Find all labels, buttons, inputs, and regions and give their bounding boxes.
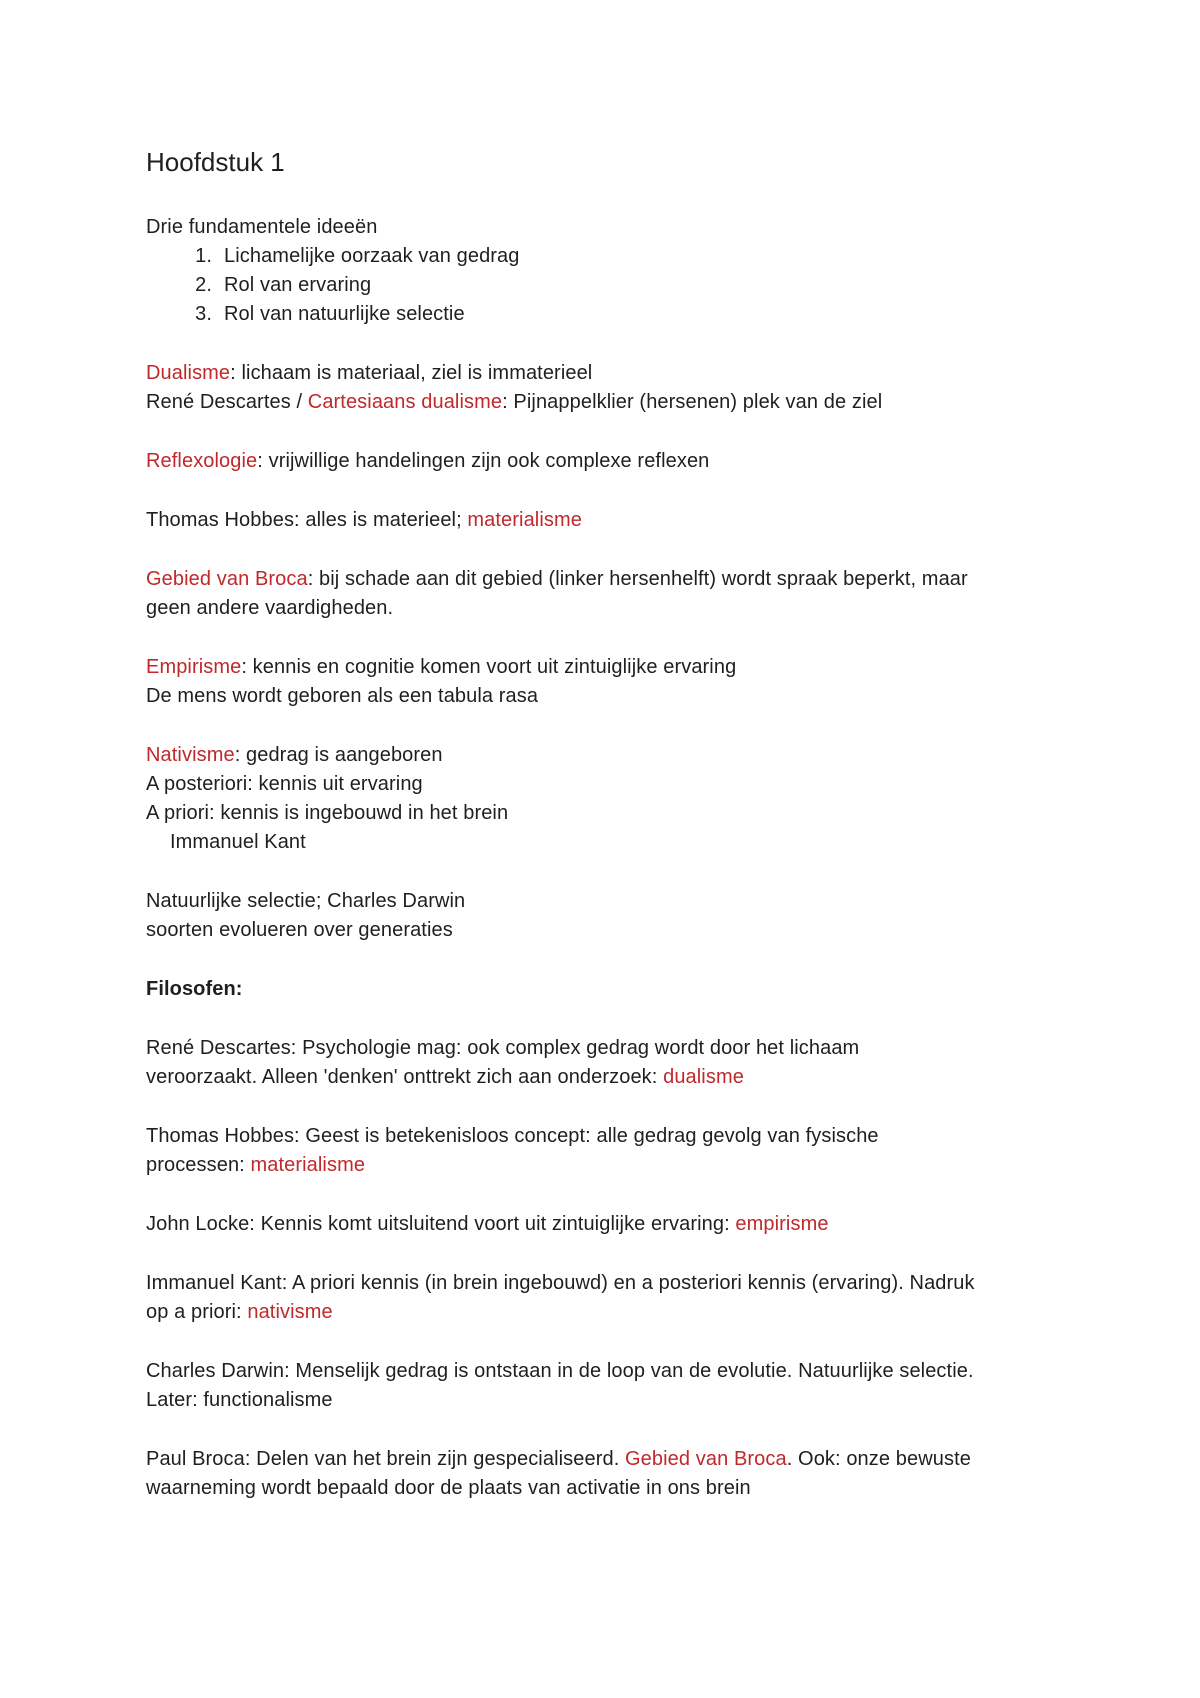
definition-text: : kennis en cognitie komen voort uit zintuiglijke ervaring [241, 656, 737, 678]
term-dualisme: Dualisme [146, 362, 231, 384]
text-segment: processen: [146, 1154, 251, 1176]
term-materialisme: materialisme [467, 509, 582, 531]
list-item [174, 273, 371, 297]
term-dualisme: dualisme [663, 1066, 744, 1088]
kant-line: Immanuel Kant [170, 831, 306, 853]
reflexologie-line [146, 449, 709, 473]
list-text: Rol van ervaring [224, 274, 372, 296]
term-empirisme: empirisme [735, 1213, 829, 1235]
broca-line-2: geen andere vaardigheden. [146, 597, 394, 619]
term-gebied-van-broca: Gebied van Broca [146, 568, 308, 590]
list-text: Lichamelijke oorzaak van gedrag [224, 245, 520, 267]
text-segment: René Descartes / [146, 391, 308, 413]
list-number: 3. [195, 303, 212, 325]
broca-line [146, 567, 968, 591]
hobbes-entry-2 [146, 1153, 365, 1177]
empirisme-line-2: De mens wordt geboren als een tabula rasa [146, 685, 539, 707]
nativisme-line [146, 743, 443, 767]
definition-text: : gedrag is aangeboren [234, 744, 443, 766]
term-nativisme: nativisme [247, 1301, 333, 1323]
darwin-entry-2: Later: functionalisme [146, 1389, 333, 1411]
hobbes-line [146, 508, 582, 532]
term-nativisme: Nativisme [146, 744, 235, 766]
broca-entry [146, 1447, 971, 1471]
a-priori-line: A priori: kennis is ingebouwd in het brein [146, 802, 509, 824]
list-number: 1. [195, 245, 212, 267]
list-item [174, 302, 465, 326]
intro-text: Drie fundamentele ideeën [146, 216, 378, 238]
filosofen-heading: Filosofen: [146, 978, 243, 1000]
term-empirisme: Empirisme [146, 656, 242, 678]
text-segment: : Pijnappelklier (hersenen) plek van de ziel [502, 391, 883, 413]
selectie-line-2: soorten evolueren over generaties [146, 919, 453, 941]
a-posteriori-line: A posteriori: kennis uit ervaring [146, 773, 423, 795]
descartes-entry: René Descartes: Psychologie mag: ook complex gedrag wordt door het lichaam [146, 1037, 860, 1059]
list-number: 2. [195, 274, 212, 296]
term-gebied-van-broca: Gebied van Broca [625, 1448, 787, 1470]
text-segment: John Locke: Kennis komt uitsluitend voort uit zintuiglijke ervaring: [146, 1213, 736, 1235]
text-segment: veroorzaakt. Alleen 'denken' onttrekt zich aan onderzoek: [146, 1066, 664, 1088]
text-segment: . Ook: onze bewuste [786, 1448, 971, 1470]
locke-entry [146, 1212, 829, 1236]
descartes-line [146, 390, 882, 414]
list-text: Rol van natuurlijke selectie [224, 303, 465, 325]
kant-entry-2 [146, 1300, 333, 1324]
term-cartesiaans-dualisme: Cartesiaans dualisme [307, 391, 503, 413]
kant-entry: Immanuel Kant: A priori kennis (in brein ingebouwd) en a posteriori kennis (ervaring). Nadruk [146, 1272, 975, 1294]
page-title: Hoofdstuk 1 [146, 147, 285, 177]
list-item [174, 244, 520, 268]
selectie-line: Natuurlijke selectie; Charles Darwin [146, 890, 466, 912]
text-segment: op a priori: [146, 1301, 248, 1323]
term-reflexologie: Reflexologie [146, 450, 258, 472]
empirisme-line [146, 655, 736, 679]
definition-text: : vrijwillige handelingen zijn ook complexe reflexen [257, 450, 710, 472]
descartes-entry-2 [146, 1065, 744, 1089]
hobbes-entry: Thomas Hobbes: Geest is betekenisloos concept: alle gedrag gevolg van fysische [146, 1125, 879, 1147]
definition-text: : lichaam is materiaal, ziel is immaterieel [230, 362, 593, 384]
text-segment: Thomas Hobbes: alles is materieel; [146, 509, 468, 531]
term-materialisme: materialisme [250, 1154, 366, 1176]
dualisme-line [146, 361, 592, 385]
darwin-entry: Charles Darwin: Menselijk gedrag is ontstaan in de loop van de evolutie. Natuurlijke selectie. [146, 1360, 974, 1382]
broca-entry-2: waarneming wordt bepaald door de plaats van activatie in ons brein [146, 1477, 751, 1499]
text-segment: Paul Broca: Delen van het brein zijn gespecialiseerd. [146, 1448, 626, 1470]
definition-text: : bij schade aan dit gebied (linker hersenhelft) wordt spraak beperkt, maar [307, 568, 968, 590]
